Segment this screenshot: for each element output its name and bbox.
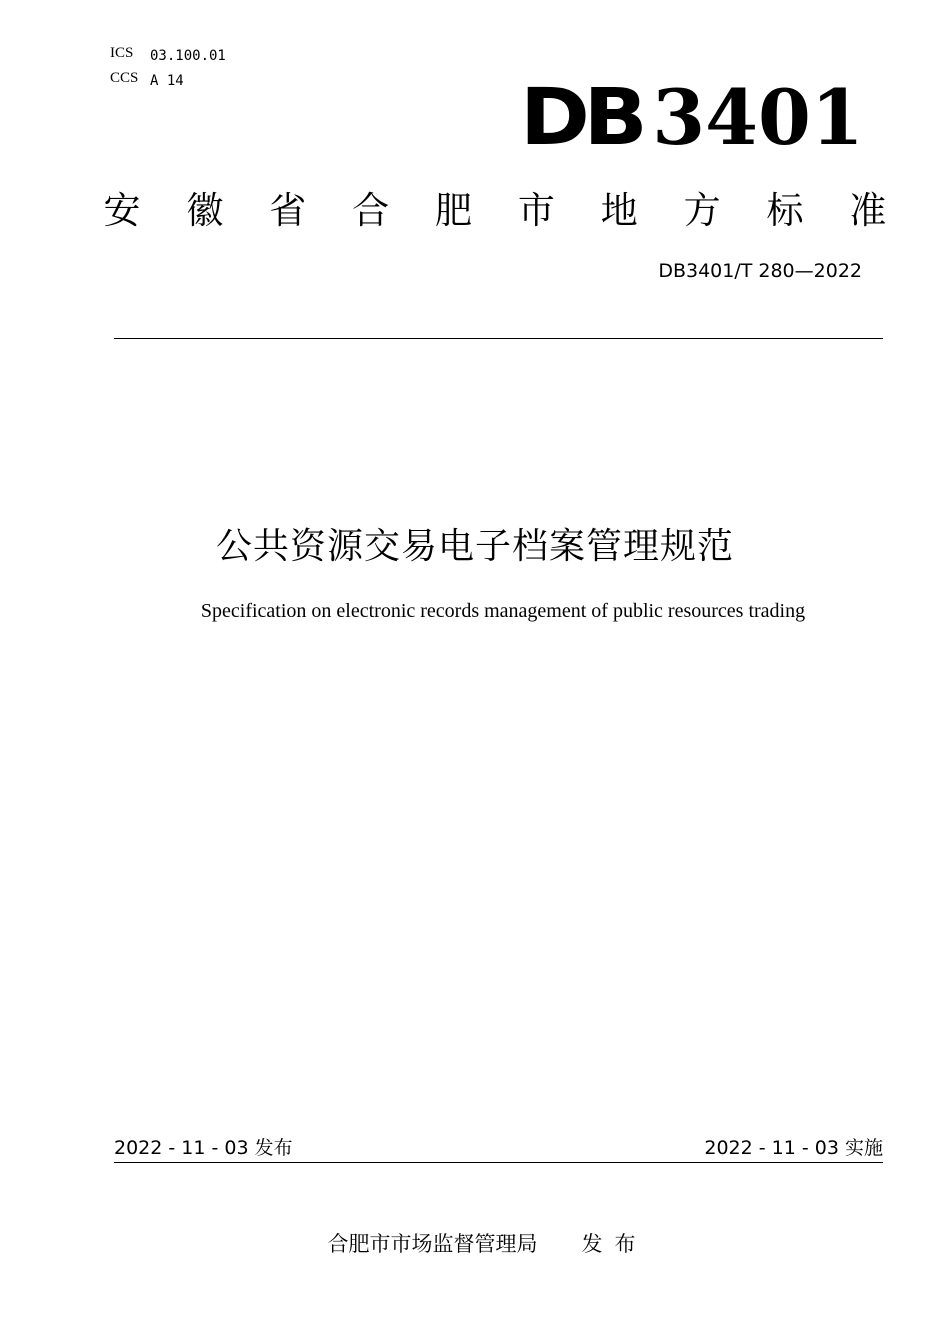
implementation-date: 2022 - 11 - 03 实施 xyxy=(704,1137,883,1159)
standard-type-char: 市 xyxy=(517,189,555,232)
document-title-chinese: 公共资源交易电子档案管理规范 xyxy=(215,526,734,567)
standard-number: DB3401/T 280—2022 xyxy=(658,260,862,282)
standard-type-char: 徽 xyxy=(186,189,224,232)
logo-number: 3401 xyxy=(652,73,864,162)
ics-code: 03.100.01 xyxy=(150,48,226,64)
standard-type-char: 地 xyxy=(600,189,638,232)
standard-type-char: 方 xyxy=(683,189,721,232)
standard-type-char: 合 xyxy=(352,189,390,232)
standard-type-char: 标 xyxy=(766,189,804,232)
publisher-line xyxy=(0,1228,950,1258)
standard-type-char: 省 xyxy=(269,189,307,232)
logo-prefix: DB xyxy=(520,73,642,163)
publisher-name: 合肥市市场监督管理局 xyxy=(327,1232,538,1256)
bottom-divider xyxy=(114,1162,883,1163)
standard-logo xyxy=(520,73,864,163)
standard-type-char: 安 xyxy=(103,189,141,232)
top-divider xyxy=(114,338,883,339)
ccs-label: CCS xyxy=(110,70,139,86)
publisher-action: 发布 xyxy=(581,1232,648,1256)
standard-type-char: 准 xyxy=(849,189,887,232)
standard-type-char: 肥 xyxy=(435,189,472,232)
issue-date: 2022 - 11 - 03 发布 xyxy=(114,1137,293,1159)
ics-label: ICS xyxy=(110,45,134,61)
ccs-code: A 14 xyxy=(150,73,184,89)
standard-type-heading xyxy=(100,180,890,234)
document-title-english: Specification on electronic records management of public resources trading xyxy=(200,600,806,622)
